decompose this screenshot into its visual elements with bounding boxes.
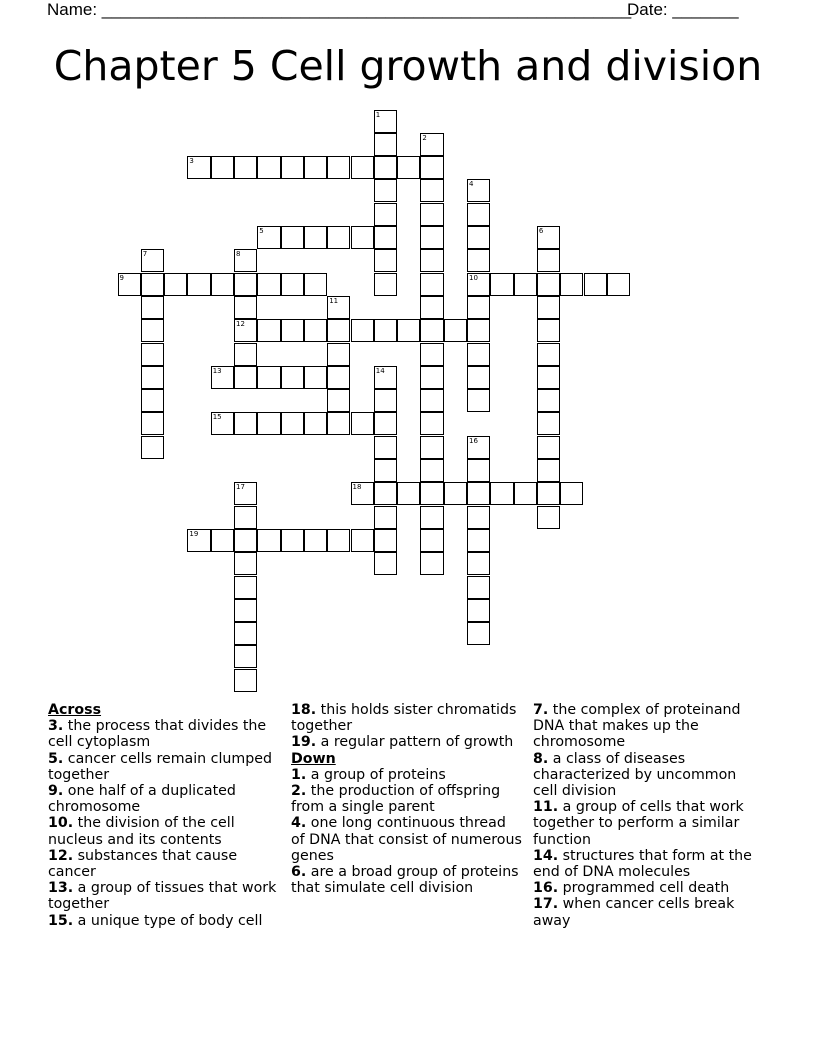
grid-cell[interactable] <box>234 645 257 668</box>
grid-cell[interactable] <box>374 366 397 389</box>
grid-cell[interactable] <box>374 179 397 202</box>
grid-cell[interactable] <box>257 226 280 249</box>
clue-item-number: 9. <box>48 783 64 800</box>
grid-cell[interactable] <box>141 296 164 319</box>
grid-cell[interactable] <box>467 226 490 249</box>
clue-number: 5 <box>259 227 264 235</box>
grid-cell[interactable] <box>467 179 490 202</box>
grid-cell[interactable] <box>351 412 374 435</box>
grid-cell[interactable] <box>374 506 397 529</box>
grid-cell[interactable] <box>234 552 257 575</box>
grid-cell[interactable] <box>537 389 560 412</box>
grid-cell[interactable] <box>420 343 443 366</box>
clue-item-text: one long continuous thread of DNA that consist of numerous genes <box>291 815 522 864</box>
clue-item-number: 1. <box>291 766 307 783</box>
clue-item-text: substances that cause cancer <box>48 847 238 881</box>
clue-number: 13 <box>212 366 222 375</box>
grid-cell[interactable] <box>374 203 397 226</box>
grid-cell[interactable] <box>281 226 304 249</box>
grid-cell[interactable] <box>234 529 257 552</box>
grid-cell[interactable] <box>281 366 304 389</box>
grid-cell[interactable] <box>374 436 397 459</box>
across-heading: Across <box>48 702 102 718</box>
clue-item-text: one half of a duplicated chromosome <box>48 783 236 816</box>
clue-item <box>533 896 765 928</box>
down-heading: Down <box>291 750 336 767</box>
grid-cell[interactable] <box>327 226 350 249</box>
grid-cell[interactable] <box>327 366 350 389</box>
grid-cell[interactable] <box>351 482 374 505</box>
grid-cell[interactable] <box>374 226 397 249</box>
grid-cell[interactable] <box>304 156 327 179</box>
grid-cell[interactable] <box>420 203 443 226</box>
clue-number: 9 <box>119 273 124 282</box>
clue-item-text: the division of the cell nucleus and its contents <box>48 815 235 848</box>
clue-item-number: 17. <box>533 896 559 913</box>
grid-cell[interactable] <box>281 529 304 552</box>
grid-cell[interactable] <box>304 319 327 342</box>
date-field: Date: _______ <box>627 0 739 19</box>
grid-cell[interactable] <box>397 319 420 342</box>
grid-cell[interactable] <box>351 156 374 179</box>
clue-number: 11 <box>329 296 339 305</box>
clue-item-number: 14. <box>533 847 559 864</box>
grid-cell[interactable] <box>420 506 443 529</box>
across-clue-list <box>48 718 280 929</box>
grid-cell[interactable] <box>234 576 257 599</box>
grid-cell[interactable] <box>257 156 280 179</box>
clue-item-text: are a broad group of proteins that simulate cell division <box>291 864 519 897</box>
grid-cell[interactable] <box>234 599 257 622</box>
clue-item <box>48 783 280 815</box>
grid-cell[interactable] <box>211 156 234 179</box>
grid-cell[interactable] <box>187 529 210 552</box>
grid-cell[interactable] <box>211 412 234 435</box>
grid-cell[interactable] <box>234 156 257 179</box>
grid-cell[interactable] <box>211 366 234 389</box>
grid-cell[interactable] <box>490 273 513 296</box>
grid-cell[interactable] <box>234 506 257 529</box>
grid-cell[interactable] <box>420 366 443 389</box>
clue-item <box>533 799 765 848</box>
grid-cell[interactable] <box>187 156 210 179</box>
grid-cell[interactable] <box>420 249 443 272</box>
grid-cell[interactable] <box>374 156 397 179</box>
grid-cell[interactable] <box>537 273 560 296</box>
clue-number: 4 <box>469 180 474 189</box>
clue-number: 8 <box>236 250 241 259</box>
grid-cell[interactable] <box>537 459 560 482</box>
clue-item-number: 3. <box>48 718 64 735</box>
grid-cell[interactable] <box>234 366 257 389</box>
clue-item <box>291 783 523 815</box>
clue-item-number: 12. <box>48 847 74 864</box>
clue-item-number: 11. <box>533 799 559 816</box>
across-clue-list-continued <box>291 702 523 751</box>
grid-cell[interactable] <box>537 343 560 366</box>
grid-cell[interactable] <box>420 296 443 319</box>
grid-cell[interactable] <box>327 412 350 435</box>
grid-cell[interactable] <box>490 482 513 505</box>
grid-cell[interactable] <box>234 482 257 505</box>
grid-cell[interactable] <box>467 436 490 459</box>
grid-cell[interactable] <box>234 343 257 366</box>
clue-number: 1 <box>375 110 381 119</box>
clue-item <box>291 815 523 864</box>
grid-cell[interactable] <box>141 273 164 296</box>
grid-cell[interactable] <box>420 319 443 342</box>
grid-cell[interactable] <box>467 319 490 342</box>
grid-cell[interactable] <box>584 273 607 296</box>
grid-cell[interactable] <box>537 366 560 389</box>
grid-cell[interactable] <box>374 459 397 482</box>
grid-cell[interactable] <box>537 506 560 529</box>
grid-cell[interactable] <box>257 319 280 342</box>
grid-cell[interactable] <box>327 156 350 179</box>
clue-number: 18 <box>352 483 362 492</box>
clue-item-text: cancer cells remain clumped together <box>48 750 272 783</box>
clue-number: 16 <box>469 436 478 445</box>
grid-cell[interactable] <box>234 249 257 272</box>
grid-cell[interactable] <box>397 156 420 179</box>
clue-item-text: the production of offspring from a single parent <box>291 783 501 816</box>
clue-number: 6 <box>538 227 544 235</box>
grid-cell[interactable] <box>141 412 164 435</box>
grid-cell[interactable] <box>187 273 210 296</box>
grid-cell[interactable] <box>467 599 490 622</box>
clue-item-text: the complex of proteinand DNA that makes up the chromosome <box>533 702 741 751</box>
clue-item-number: 8. <box>533 750 549 767</box>
grid-cell[interactable] <box>141 366 164 389</box>
grid-cell[interactable] <box>164 273 187 296</box>
grid-cell[interactable] <box>467 506 490 529</box>
grid-cell[interactable] <box>537 436 560 459</box>
grid-cell[interactable] <box>420 226 443 249</box>
grid-cell[interactable] <box>141 319 164 342</box>
grid-cell[interactable] <box>537 482 560 505</box>
clue-item <box>48 815 280 847</box>
grid-cell[interactable] <box>420 436 443 459</box>
clue-item <box>533 848 765 880</box>
grid-cell[interactable] <box>514 273 537 296</box>
grid-cell[interactable] <box>351 226 374 249</box>
grid-cell[interactable] <box>444 482 467 505</box>
grid-cell[interactable] <box>420 529 443 552</box>
clue-item <box>48 751 280 783</box>
grid-cell[interactable] <box>257 412 280 435</box>
grid-cell[interactable] <box>467 366 490 389</box>
grid-cell[interactable] <box>257 529 280 552</box>
grid-cell[interactable] <box>304 412 327 435</box>
down-clue-list-continued <box>533 702 765 929</box>
clue-item <box>48 913 280 929</box>
clue-item-text: structures that form at the end of DNA molecules <box>533 847 752 881</box>
clue-item-text: a regular pattern of growth <box>320 734 514 751</box>
clue-item <box>48 718 280 750</box>
grid-cell[interactable] <box>327 529 350 552</box>
grid-cell[interactable] <box>467 576 490 599</box>
grid-cell[interactable] <box>211 273 234 296</box>
grid-cell[interactable] <box>420 552 443 575</box>
clue-number: 17 <box>236 483 245 492</box>
clue-item-text: a group of tissues that work together <box>48 880 277 913</box>
grid-cell[interactable] <box>420 482 443 505</box>
clue-item-text: the process that divides the cell cytoplasm <box>48 718 267 751</box>
clues-column-2 <box>291 702 523 896</box>
grid-cell[interactable] <box>351 319 374 342</box>
name-field: Name: ________________________________________________________ <box>47 0 632 19</box>
clue-item <box>48 880 280 912</box>
page-title: Chapter 5 Cell growth and division <box>53 42 763 90</box>
grid-cell[interactable] <box>537 319 560 342</box>
clue-item <box>291 702 523 734</box>
grid-cell[interactable] <box>420 156 443 179</box>
grid-cell[interactable] <box>420 179 443 202</box>
grid-cell[interactable] <box>374 389 397 412</box>
grid-cell[interactable] <box>234 273 257 296</box>
clue-number: 7 <box>142 250 148 259</box>
grid-cell[interactable] <box>467 622 490 645</box>
grid-cell[interactable] <box>467 203 490 226</box>
grid-cell[interactable] <box>537 249 560 272</box>
grid-cell[interactable] <box>467 482 490 505</box>
grid-cell[interactable] <box>374 273 397 296</box>
clue-number: 12 <box>236 320 245 329</box>
grid-cell[interactable] <box>304 226 327 249</box>
grid-cell[interactable] <box>327 389 350 412</box>
grid-cell[interactable] <box>537 412 560 435</box>
grid-cell[interactable] <box>257 366 280 389</box>
grid-cell[interactable] <box>281 412 304 435</box>
grid-cell[interactable] <box>327 319 350 342</box>
clue-item <box>48 848 280 880</box>
grid-cell[interactable] <box>257 273 280 296</box>
grid-cell[interactable] <box>374 319 397 342</box>
grid-cell[interactable] <box>234 412 257 435</box>
clue-item-number: 16. <box>533 880 559 897</box>
clue-item-text: when cancer cells break away <box>533 896 735 929</box>
grid-cell[interactable] <box>211 529 234 552</box>
clue-item-number: 7. <box>533 702 549 718</box>
clue-item-text: a class of diseases characterized by uncommon cell division <box>533 750 737 800</box>
clue-item <box>291 864 523 896</box>
grid-cell[interactable] <box>281 273 304 296</box>
clue-item-number: 6. <box>291 864 307 881</box>
clue-item-number: 5. <box>48 750 64 767</box>
clues-column-1 <box>48 702 280 929</box>
grid-cell[interactable] <box>374 529 397 552</box>
clue-item <box>533 880 765 896</box>
clue-number: 15 <box>212 413 222 422</box>
clue-item-number: 2. <box>291 783 307 800</box>
clue-item <box>291 767 523 783</box>
grid-cell[interactable] <box>467 459 490 482</box>
grid-cell[interactable] <box>420 412 443 435</box>
clue-number: 19 <box>189 529 199 538</box>
grid-cell[interactable] <box>537 226 560 249</box>
clue-number: 3 <box>189 157 194 166</box>
grid-cell[interactable] <box>560 482 583 505</box>
grid-cell[interactable] <box>444 319 467 342</box>
grid-cell[interactable] <box>374 412 397 435</box>
grid-cell[interactable] <box>374 552 397 575</box>
grid-cell[interactable] <box>141 249 164 272</box>
grid-cell[interactable] <box>234 669 257 692</box>
grid-cell[interactable] <box>304 366 327 389</box>
grid-cell[interactable] <box>374 110 397 133</box>
grid-cell[interactable] <box>327 296 350 319</box>
grid-cell[interactable] <box>234 319 257 342</box>
grid-cell[interactable] <box>560 273 583 296</box>
clue-item <box>291 734 523 750</box>
grid-cell[interactable] <box>118 273 141 296</box>
grid-cell[interactable] <box>420 389 443 412</box>
clue-item-number: 18. <box>291 702 317 718</box>
clue-item-text: a group of cells that work together to perform a similar function <box>533 799 744 848</box>
grid-cell[interactable] <box>467 389 490 412</box>
grid-cell[interactable] <box>607 273 630 296</box>
clue-item-number: 10. <box>48 815 74 832</box>
grid-cell[interactable] <box>141 436 164 459</box>
clue-item-text: a unique type of body cell <box>77 912 263 929</box>
grid-cell[interactable] <box>327 343 350 366</box>
clue-item-text: a group of proteins <box>310 766 446 783</box>
grid-cell[interactable] <box>374 249 397 272</box>
grid-cell[interactable] <box>234 296 257 319</box>
grid-cell[interactable] <box>537 296 560 319</box>
clue-item <box>533 751 765 800</box>
grid-cell[interactable] <box>304 529 327 552</box>
grid-cell[interactable] <box>420 133 443 156</box>
clue-number: 10 <box>469 273 478 282</box>
grid-cell[interactable] <box>514 482 537 505</box>
clue-item-number: 19. <box>291 734 317 751</box>
grid-cell[interactable] <box>467 273 490 296</box>
clue-item-number: 13. <box>48 880 74 897</box>
grid-cell[interactable] <box>397 482 420 505</box>
clue-item-text: this holds sister chromatids together <box>291 702 517 735</box>
grid-cell[interactable] <box>351 529 374 552</box>
clue-item-text: programmed cell death <box>562 880 730 897</box>
grid-cell[interactable] <box>374 482 397 505</box>
grid-cell[interactable] <box>281 319 304 342</box>
clue-item-number: 4. <box>291 815 307 832</box>
clue-item <box>533 702 765 751</box>
grid-cell[interactable] <box>234 622 257 645</box>
grid-cell[interactable] <box>467 296 490 319</box>
grid-cell[interactable] <box>420 459 443 482</box>
down-clue-list <box>291 767 523 897</box>
grid-cell[interactable] <box>281 156 304 179</box>
clue-item-number: 15. <box>48 912 74 929</box>
grid-cell[interactable] <box>420 273 443 296</box>
grid-cell[interactable] <box>141 343 164 366</box>
grid-cell[interactable] <box>467 343 490 366</box>
clue-number: 2 <box>422 133 427 142</box>
clues-column-3 <box>533 702 765 929</box>
grid-cell[interactable] <box>304 273 327 296</box>
grid-cell[interactable] <box>467 249 490 272</box>
grid-cell[interactable] <box>467 529 490 552</box>
grid-cell[interactable] <box>374 133 397 156</box>
grid-cell[interactable] <box>141 389 164 412</box>
clue-number: 14 <box>375 366 385 375</box>
grid-cell[interactable] <box>467 552 490 575</box>
